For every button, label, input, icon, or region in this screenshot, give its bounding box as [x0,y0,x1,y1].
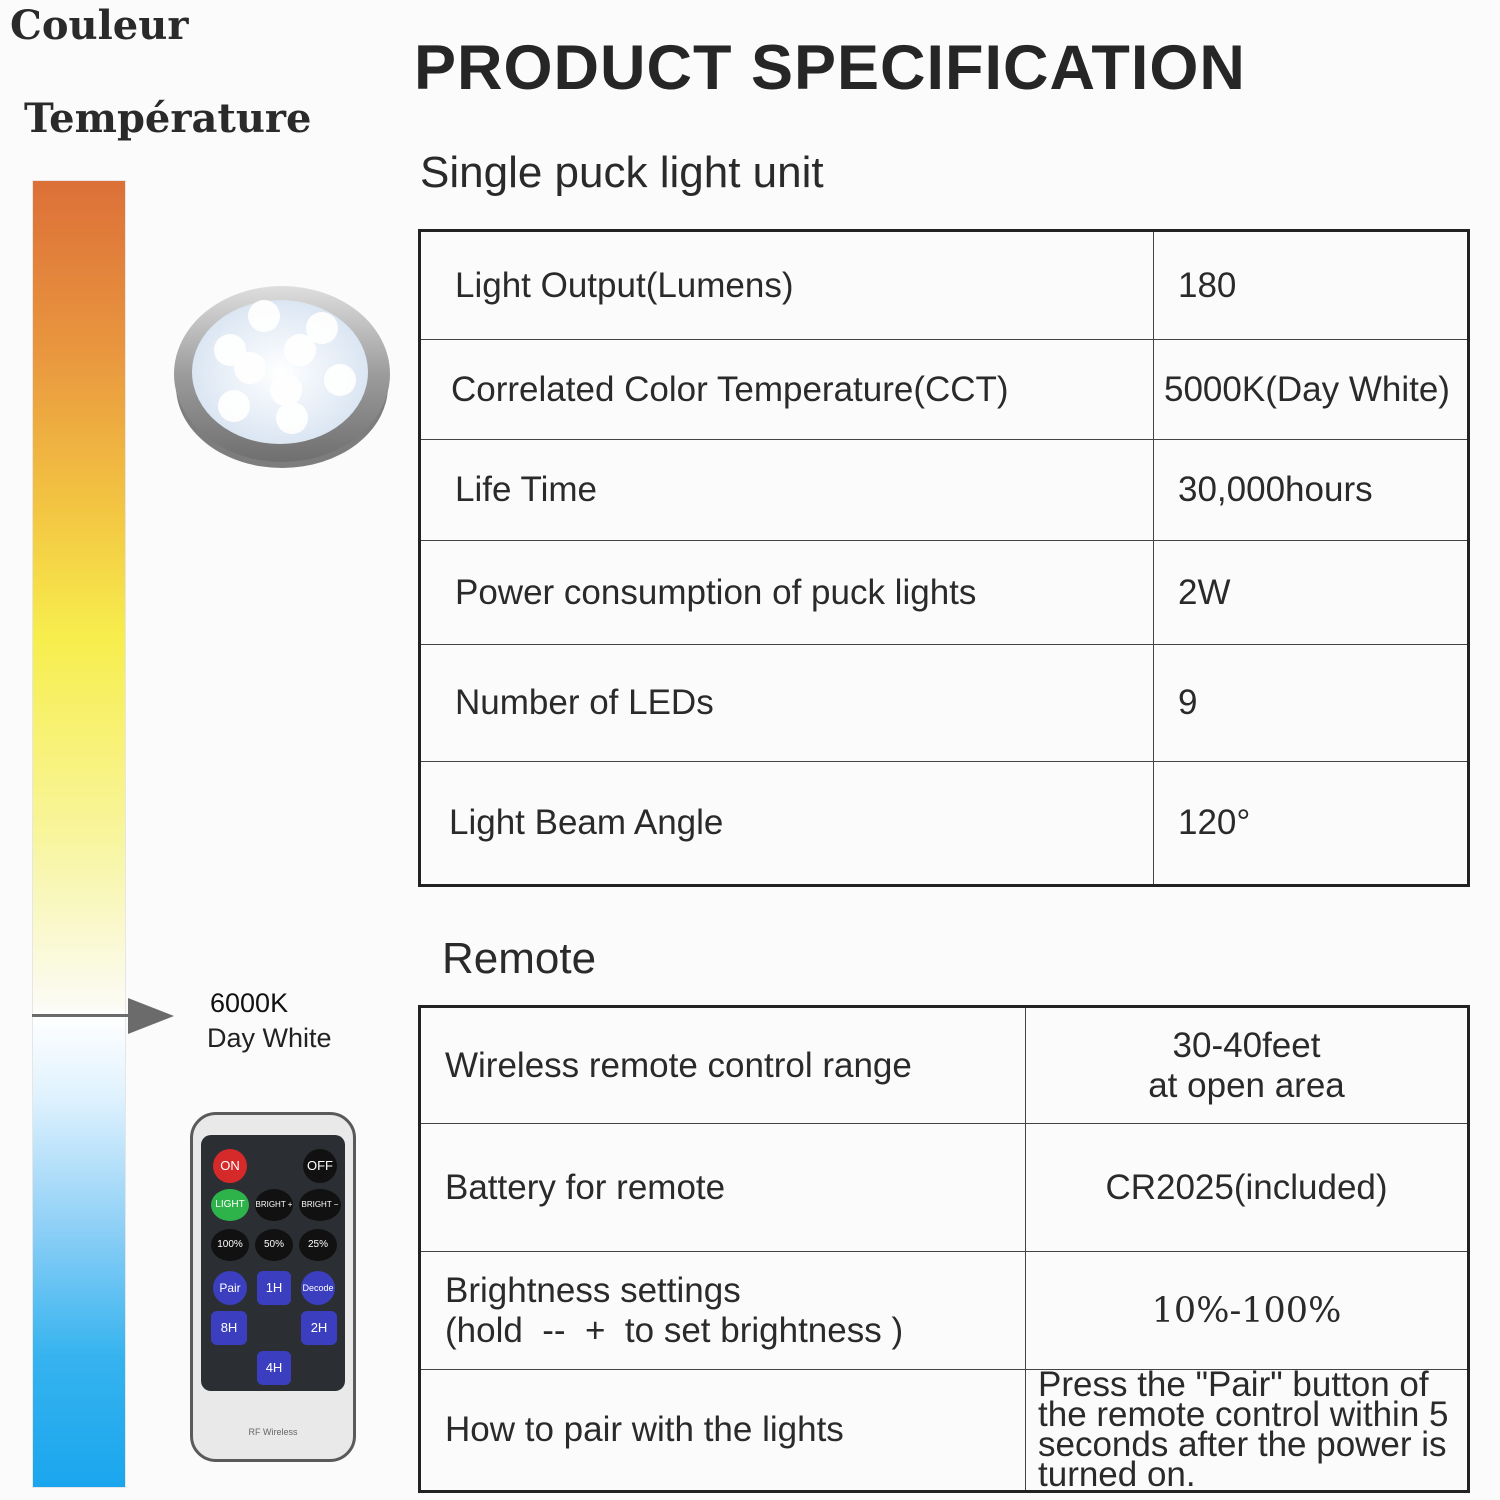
remote-4h-button: 4H [257,1351,291,1385]
color-title-line1: Couleur [10,2,189,49]
table-row [420,1124,1469,1252]
table-row [420,231,1469,340]
remote-bright-down-button: BRIGHT − [299,1189,341,1221]
spec-label: How to pair with the lights [420,1370,1026,1492]
remote-off-button: OFF [303,1149,337,1183]
spec-label: Correlated Color Temperature(CCT) [420,340,1154,440]
spec-value: 9 [1154,645,1469,762]
section-title-puck: Single puck light unit [420,148,824,197]
remote-spec-table [418,1005,1470,1493]
spec-label-line1: Brightness settings [445,1270,741,1310]
remote-50-button: 50% [255,1229,293,1261]
marker-color-name: Day White [207,1023,332,1053]
table-row [420,1007,1469,1124]
spec-label-line2: (hold -- + to set brightness ) [445,1310,904,1350]
spec-value: CR2025(included) [1026,1124,1469,1252]
page-title: PRODUCT SPECIFICATION [414,33,1246,103]
spec-label: Light Beam Angle [420,762,1154,886]
table-row [420,645,1469,762]
spec-value-line1: 30-40feet [1172,1025,1321,1065]
spec-value [1026,1007,1469,1124]
remote-decode-button: Decode [301,1271,335,1305]
remote-light-button: LIGHT [211,1189,249,1221]
spec-value: 180 [1154,231,1469,340]
remote-on-button: ON [213,1149,247,1183]
spec-label: Power consumption of puck lights [420,541,1154,645]
table-row [420,1370,1469,1492]
remote-8h-button: 8H [211,1311,247,1345]
marker-kelvin: 6000K [210,988,289,1018]
remote-pair-button: Pair [213,1271,247,1305]
spec-value: 10%-100% [1026,1252,1469,1370]
spec-value-line2: at open area [1148,1065,1345,1105]
spec-value: 120° [1154,762,1469,886]
section-title-remote: Remote [442,934,597,983]
table-row [420,541,1469,645]
spec-value: 5000K(Day White) [1154,340,1469,440]
spec-label: Light Output(Lumens) [420,231,1154,340]
remote-control-image [190,1112,356,1462]
arrow-right-icon [128,998,174,1034]
color-title-line2: Température [24,95,312,142]
remote-1h-button: 1H [257,1271,291,1305]
puck-light-image [172,278,394,474]
spec-label: Wireless remote control range [420,1007,1026,1124]
spec-label: Number of LEDs [420,645,1154,762]
spec-value: 2W [1154,541,1469,645]
table-row [420,340,1469,440]
table-row [420,440,1469,541]
table-row [420,1252,1469,1370]
remote-bright-up-button: BRIGHT + [255,1189,293,1221]
spec-value: Press the "Pair" button of the remote control within 5 seconds after the power is turned on. [1026,1370,1469,1492]
table-row [420,762,1469,886]
color-temperature-bar [32,180,126,1488]
remote-25-button: 25% [299,1229,337,1261]
remote-brand-label: RF Wireless [248,1427,298,1437]
spec-label [420,1252,1026,1370]
spec-label: Battery for remote [420,1124,1026,1252]
remote-2h-button: 2H [301,1311,337,1345]
remote-100-button: 100% [211,1229,249,1261]
temperature-marker-line [32,1014,142,1017]
spec-label: Life Time [420,440,1154,541]
spec-value: 30,000hours [1154,440,1469,541]
puck-spec-table [418,229,1470,887]
